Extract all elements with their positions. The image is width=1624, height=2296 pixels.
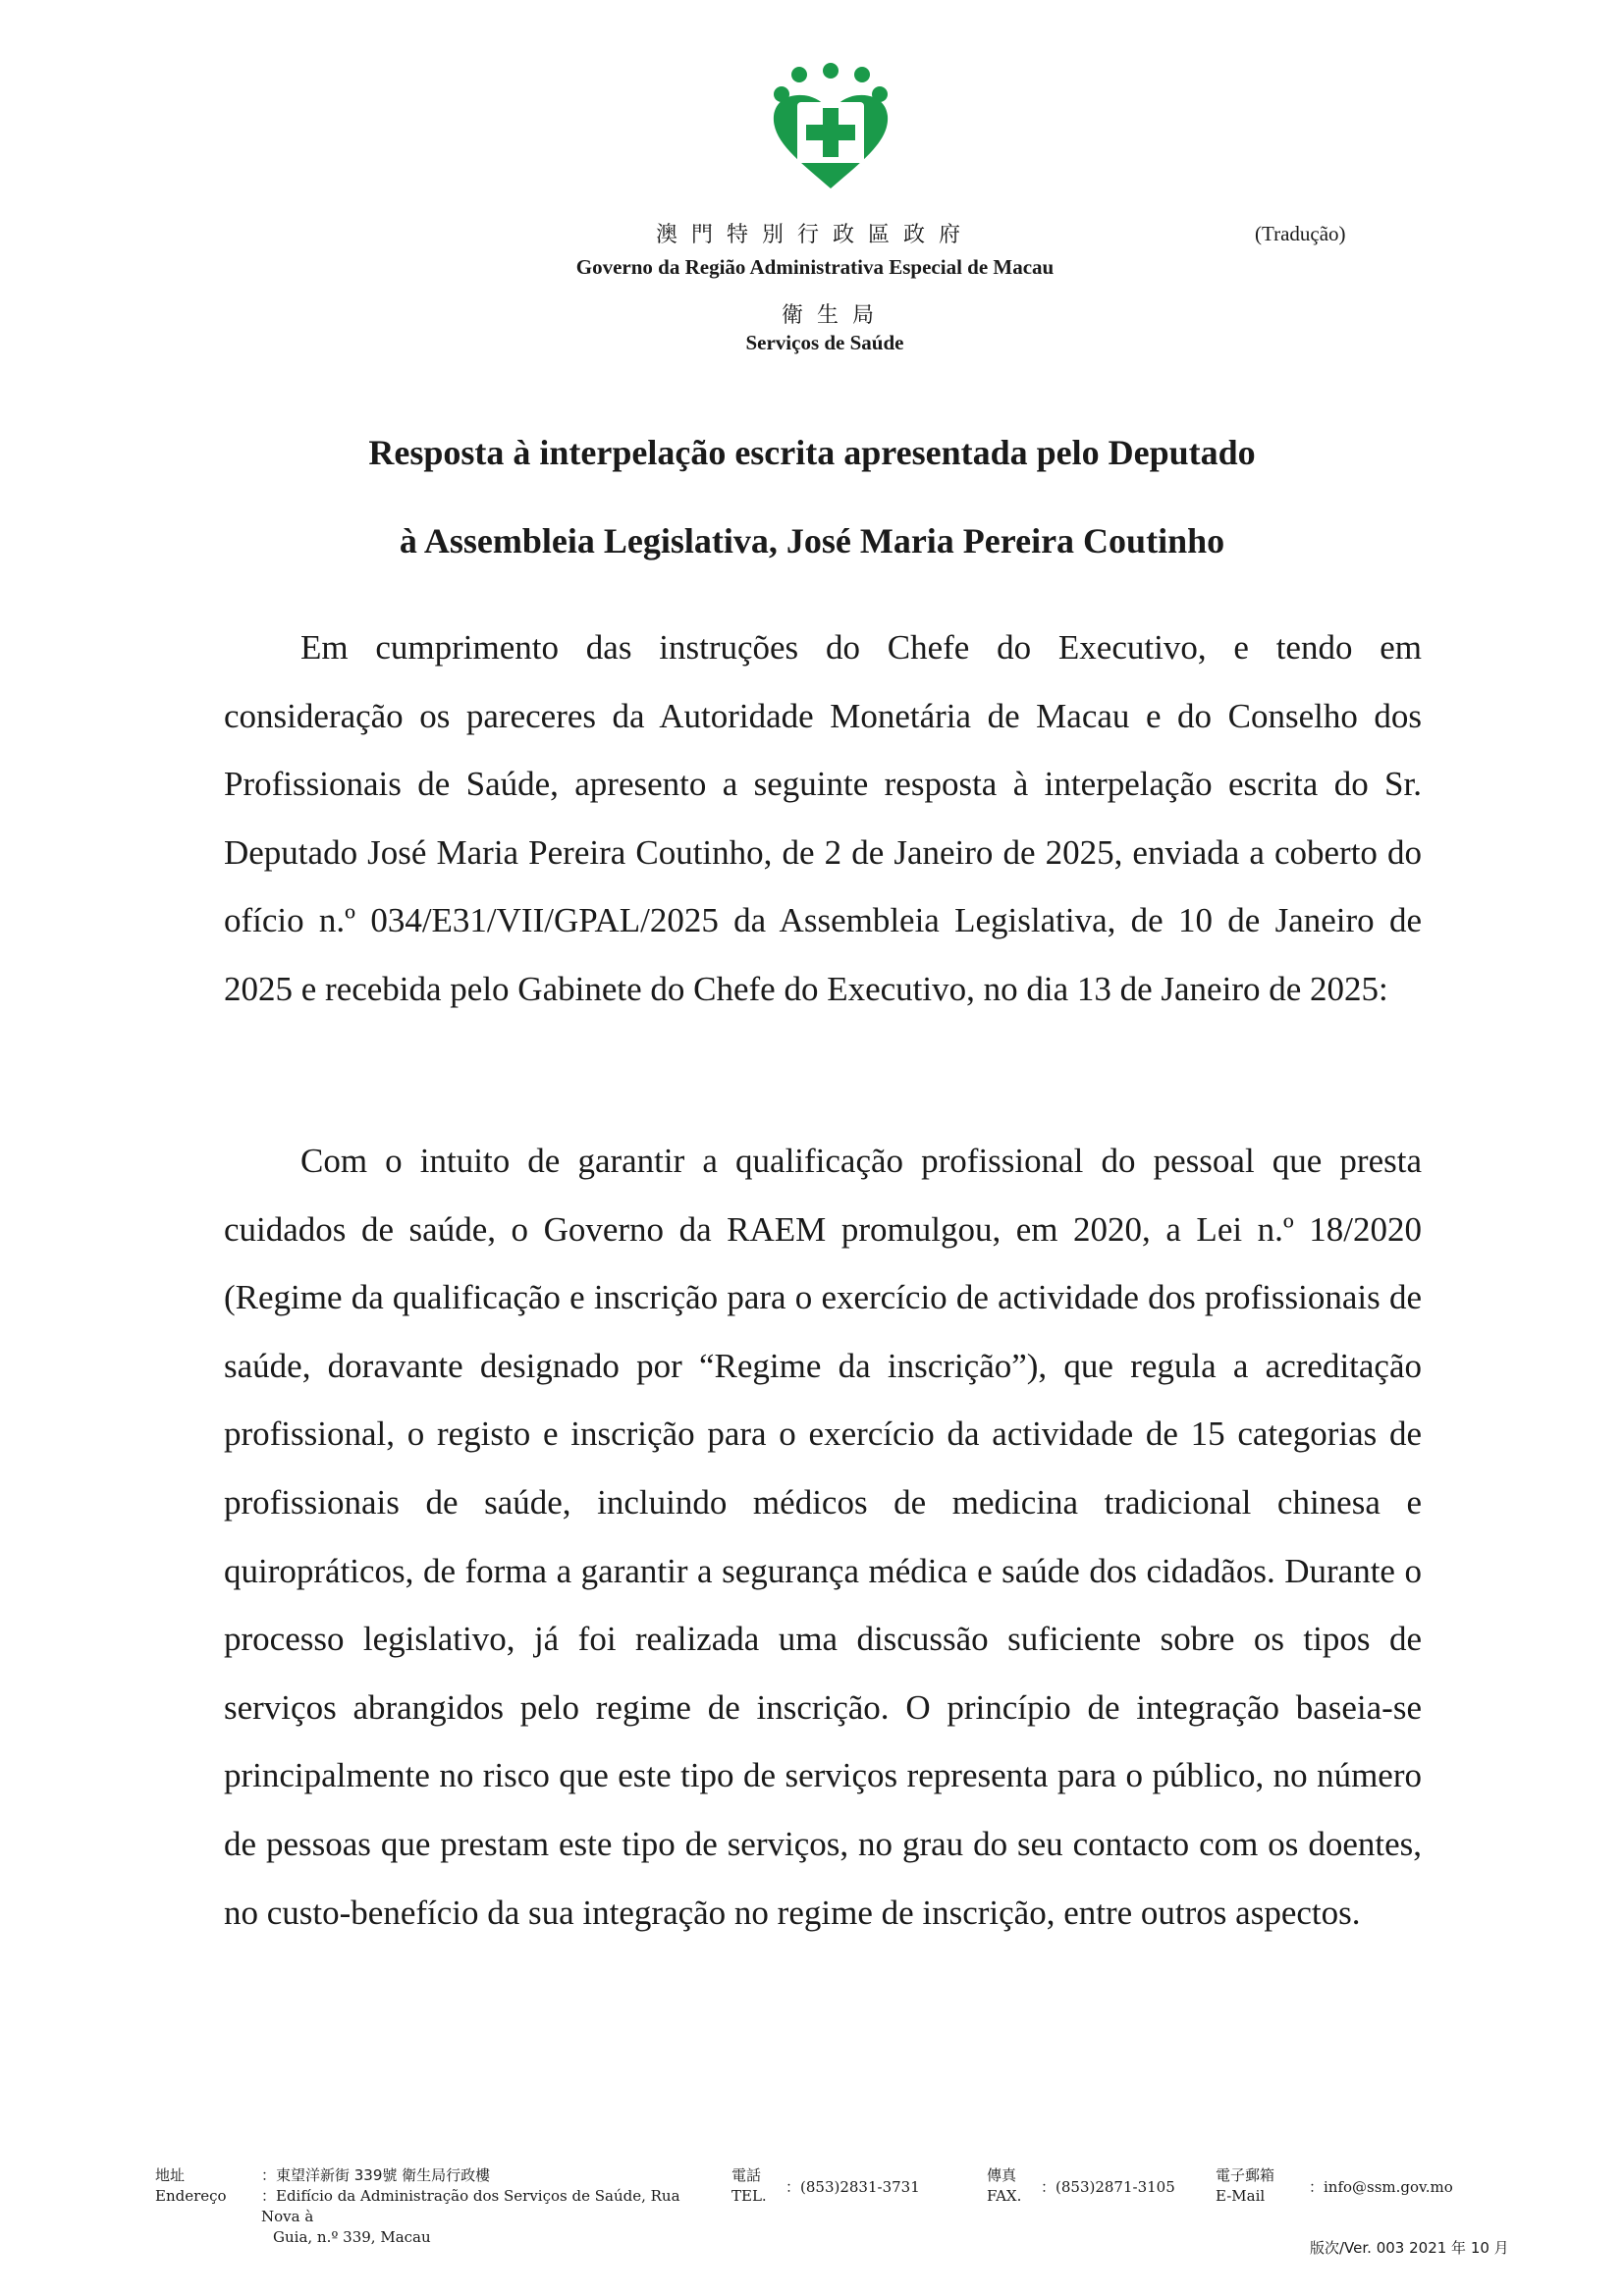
- department-name-portuguese: Serviços de Saúde: [745, 331, 904, 354]
- government-name-portuguese: Governo da Região Administrativa Especial de Macau: [575, 255, 1055, 279]
- government-name-chinese: 澳門特別行政區政府: [655, 223, 974, 247]
- document-title-line-2: à Assembleia Legislativa, José Maria Pereira Coutinho: [399, 521, 1225, 561]
- email-label-pt: E-Mail: [1216, 2187, 1266, 2205]
- footer-tel-label: [731, 2165, 767, 2207]
- fax-label-cn: 傳真: [987, 2166, 1017, 2184]
- address-pt-line-2: Guia, n.º 339, Macau: [273, 2228, 431, 2246]
- tel-label-cn: 電話: [731, 2166, 762, 2184]
- email-label-cn: 電子郵箱: [1216, 2166, 1275, 2184]
- fax-label-pt: FAX.: [987, 2187, 1022, 2205]
- address-label-cn: 地址: [155, 2166, 186, 2184]
- footer-email-label: [1216, 2165, 1274, 2207]
- footer-version: 版次/Ver. 003 2021 年 10 月: [1310, 2239, 1509, 2257]
- footer-address-label: [155, 2165, 227, 2207]
- body-paragraph-1: Em cumprimento das instruções do Chefe do Executivo, e tendo em consideração os pareceres da Autoridade Monetária de Macau e do Conselho dos Profissionais de Saúde, apresento a seguinte resposta à interpelação escrita do Sr. Deputado José Maria Pereira Coutinho, de 2 de Janeiro de 2025, enviada a coberto do ofício n.º 034/E31/VII/GPAL/2025 da Assembleia Legislativa, de 10 de Janeiro de 2025 e recebida pelo Gabinete do Chefe do Executivo, no dia 13 de Janeiro de 2025:: [224, 628, 1422, 1008]
- department-name-chinese: 衛生局: [781, 303, 888, 328]
- body-paragraph-2: Com o intuito de garantir a qualificação profissional do pessoal que presta cuidados de saúde, o Governo da RAEM promulgou, em 2020, a Lei n.º 18/2020 (Regime da qualificação e inscrição para o exercício de actividade dos profissionais de saúde, doravante designado por “Regime da inscrição”), que regula a acreditação profissional, o registo e inscrição para o exercício da actividade de 15 categorias de profissionais de saúde, incluindo médicos de medicina tradicional chinesa e quiropráticos, de forma a garantir a segurança médica e saúde dos cidadãos. Durante o processo legislativo, já foi realizada uma discussão suficiente sobre os tipos de serviços abrangidos pelo regime de inscrição. O princípio de integração baseia-se principalmente no risco que este tipo de serviços representa para o público, no número de pessoas que prestam este tipo de serviços, no grau do seu contacto com os doentes, no custo-benefício da sua integração no regime de inscrição, entre outros aspectos.: [224, 1142, 1422, 1932]
- footer-email-value: ：info@ssm.gov.mo: [1309, 2178, 1453, 2196]
- translation-note: (Tradução): [1255, 222, 1346, 245]
- document-title-line-1: Resposta à interpelação escrita apresentada pelo Deputado: [368, 433, 1256, 472]
- health-bureau-logo-icon: [770, 63, 892, 192]
- address-label-pt: Endereço: [155, 2187, 227, 2205]
- footer-fax-value: ：(853)2871-3105: [1041, 2178, 1175, 2196]
- tel-label-pt: TEL.: [731, 2187, 767, 2205]
- footer-tel-value: ：(853)2831-3731: [785, 2178, 920, 2196]
- footer-fax-label: [987, 2165, 1021, 2207]
- footer-address-value: [261, 2165, 693, 2248]
- address-pt: ：Edifício da Administração dos Serviços de Saúde, Rua Nova à: [261, 2187, 680, 2225]
- address-cn: ：東望洋新街 339號 衛生局行政樓: [261, 2166, 491, 2184]
